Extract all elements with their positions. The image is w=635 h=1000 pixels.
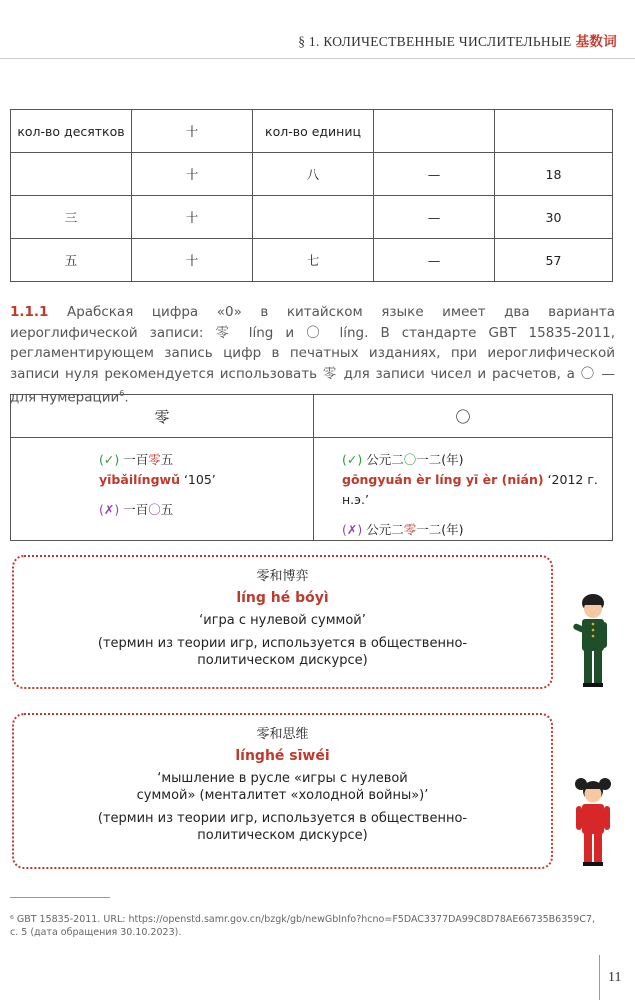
table-cell: 八 <box>253 153 374 196</box>
table-cell: 十 <box>132 110 253 153</box>
highlight-char: 〇 <box>148 502 161 517</box>
header-divider <box>0 58 635 59</box>
table-cell: 十 <box>132 196 253 239</box>
table-cell: — <box>374 196 495 239</box>
table-row <box>11 239 613 282</box>
page-number-divider <box>599 955 600 1000</box>
term-box-zero-sum-game <box>12 555 553 689</box>
girl-figure-icon <box>568 775 618 870</box>
paragraph-text: Арабская цифра «0» в китайском языке имеет два варианта иероглифической записи: 零 líng и 〇 líng. В стандарте GBT 15835-2011, регламентирующем запись цифр в печатных изданиях, при иероглифической записи нуля рекомендуется использовать 零 для записи чисел и расчетов, а 〇 — для нумерации <box>10 304 615 406</box>
example-text: 一百 <box>119 502 149 517</box>
table-cell: 三 <box>11 196 132 239</box>
term-pinyin: línghé sīwéi <box>235 748 330 764</box>
highlight-char: 〇 <box>403 452 417 467</box>
table-cell-right <box>314 438 613 541</box>
pinyin-line <box>342 470 612 510</box>
term-chinese: 零和博弈 <box>256 569 309 584</box>
table-cell: кол-во единиц <box>253 110 374 153</box>
table-row <box>11 196 613 239</box>
tens-units-table <box>10 109 613 282</box>
footnote-ref: 6 <box>119 389 125 398</box>
table-cell: — <box>374 153 495 196</box>
highlight-char: 零 <box>403 522 417 537</box>
table-head-ling: 零 <box>11 395 314 438</box>
term-translation: ‘мышление в русле «игры с нулевой суммой» (менталитет «холодной войны»)’ <box>136 771 429 803</box>
paragraph-tail: . <box>124 389 129 406</box>
table-cell: 五 <box>11 239 132 282</box>
check-mark: (✓) <box>342 452 363 467</box>
cross-mark: (✗) <box>342 522 363 537</box>
term-pinyin: líng hé bóyì <box>236 590 329 606</box>
table-cell <box>374 110 495 153</box>
table-cell: — <box>374 239 495 282</box>
incorrect-example <box>99 500 313 520</box>
table-cell: 18 <box>495 153 613 196</box>
zero-usage-table <box>10 394 613 541</box>
term-translation: ‘игра с нулевой суммой’ <box>199 613 366 628</box>
meaning: ‘2012 г. н.э.’ <box>342 472 598 507</box>
term-box-zero-sum-thinking <box>12 713 553 869</box>
pinyin-line <box>99 470 313 490</box>
paragraph-number: 1.1.1 <box>10 304 49 320</box>
table-cell <box>11 153 132 196</box>
footnote-divider <box>10 897 110 898</box>
table-row <box>11 110 613 153</box>
table-cell: кол-во десятков <box>11 110 132 153</box>
header-title-cn: 基数词 <box>575 34 617 49</box>
table-head-circle: 〇 <box>314 395 613 438</box>
example-text: 五 <box>160 502 174 517</box>
footnote: ⁶ GBT 15835-2011. URL: https://openstd.samr.gov.cn/bzgk/gb/newGbInfo?hcno=F5DAC3377DA99C8D78AE66735B6359C7, с. 5 (дата обращения 30.10.2023). <box>10 914 596 938</box>
page-number: 11 <box>608 970 622 985</box>
check-mark: (✓) <box>99 452 120 467</box>
meaning: ‘105’ <box>179 472 216 487</box>
table-row <box>11 153 613 196</box>
cross-mark: (✗) <box>99 502 120 517</box>
table-cell: 十 <box>132 239 253 282</box>
table-cell <box>253 196 374 239</box>
table-cell: 30 <box>495 196 613 239</box>
example-text: 公元二 <box>362 522 404 537</box>
term-note: (термин из теории игр, используется в общественно-политическом дискурсе) <box>97 636 468 668</box>
incorrect-example <box>342 520 612 540</box>
header-title: § 1. КОЛИЧЕСТВЕННЫЕ ЧИСЛИТЕЛЬНЫЕ <box>298 34 572 49</box>
table-cell <box>495 110 613 153</box>
page-header <box>298 30 617 50</box>
term-chinese: 零和思维 <box>256 727 309 742</box>
boy-figure-icon <box>568 592 618 692</box>
example-text: 公元二 <box>362 452 404 467</box>
table-row <box>11 438 613 541</box>
table-cell-left <box>11 438 314 541</box>
table-row <box>11 395 613 438</box>
paragraph-1-1-1 <box>10 302 615 408</box>
example-text: 五 <box>160 452 174 467</box>
pinyin: yībǎilíngwǔ <box>99 472 180 487</box>
example-text: 一百 <box>119 452 149 467</box>
highlight-char: 零 <box>148 452 161 467</box>
pinyin: gōngyuán èr líng yī èr (nián) <box>342 472 544 487</box>
example-text: 一二(年) <box>416 452 464 467</box>
table-cell: 七 <box>253 239 374 282</box>
table-cell: 十 <box>132 153 253 196</box>
correct-example <box>99 450 313 470</box>
table-cell: 57 <box>495 239 613 282</box>
example-text: 一二(年) <box>416 522 464 537</box>
correct-example <box>342 450 612 470</box>
term-note: (термин из теории игр, используется в общественно-политическом дискурсе) <box>97 811 468 843</box>
